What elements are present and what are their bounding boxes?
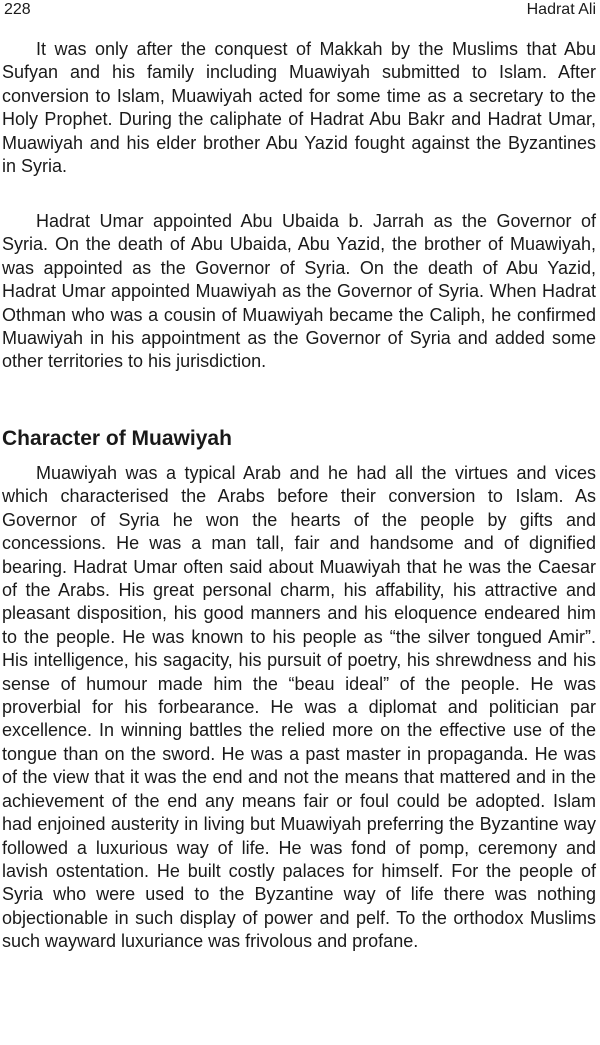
body-paragraph: Hadrat Umar appointed Abu Ubaida b. Jarrah as the Governor of Syria. On the death of Abu Ubaida, Abu Yazid, the brother of Muawiyah, was appointed as the Governor of Syria. On the death of Abu Yazid, Hadrat Umar appointed Muawiyah as the Governor of Syria. When Hadrat Othman who was a cousin of Muawiyah became the Caliph, he confirmed Muawiyah in his appointment as the Governor of Syria and added some other territories to his jurisdiction. [2,211,596,372]
body-paragraph: It was only after the conquest of Makkah by the Muslims that Abu Sufyan and his family including Muawiyah submitted to Islam. After conversion to Islam, Muawiyah acted for some time as a secretary to the Holy Prophet. During the caliphate of Hadrat Abu Bakr and Hadrat Umar, Muawiyah and his elder brother Abu Yazid fought against the Byzantines in Syria. [2,39,596,177]
page-number: 228 [4,1,31,18]
running-head [2,0,596,20]
section-heading: Character of Muawiyah [2,427,232,450]
running-title: Hadrat Ali [526,1,596,18]
body-paragraph: Muawiyah was a typical Arab and he had all the virtues and vices which characterised the Arabs before their conversion to Islam. As Governor of Syria he won the hearts of the people by gifts and concessions. He was a man tall, fair and handsome and of dignified bearing. Hadrat Umar often said about Muawiyah that he was the Caesar of the Arabs. His great personal charm, his affability, his attractive and pleasant disposition, his good manners and his eloquence endeared him to the people. He was known to his people as “the silver tongued Amir”. His intelligence, his sagacity, his pursuit of poetry, his shrewdness and his sense of humour made him the “beau ideal” of the people. He was proverbial for his forbearance. He was a diplomat and politician par excellence. In winning battles the relied more on the effective use of the tongue than on the sword. He was a past master in propaganda. He was of the view that it was the end and not the means that mattered and in the achievement of the end any means fair or foul could be adopted. Islam had enjoined austerity in living but Muawiyah preferring the Byzantine way followed a luxurious way of life. He was fond of pomp, ceremony and lavish ostentation. He built costly palaces for himself. For the people of Syria who were used to the Byzantine way of life there was nothing objectionable in such display of power and pelf. To the orthodox Muslims such wayward luxuriance was frivolous and profane. [2,463,596,952]
